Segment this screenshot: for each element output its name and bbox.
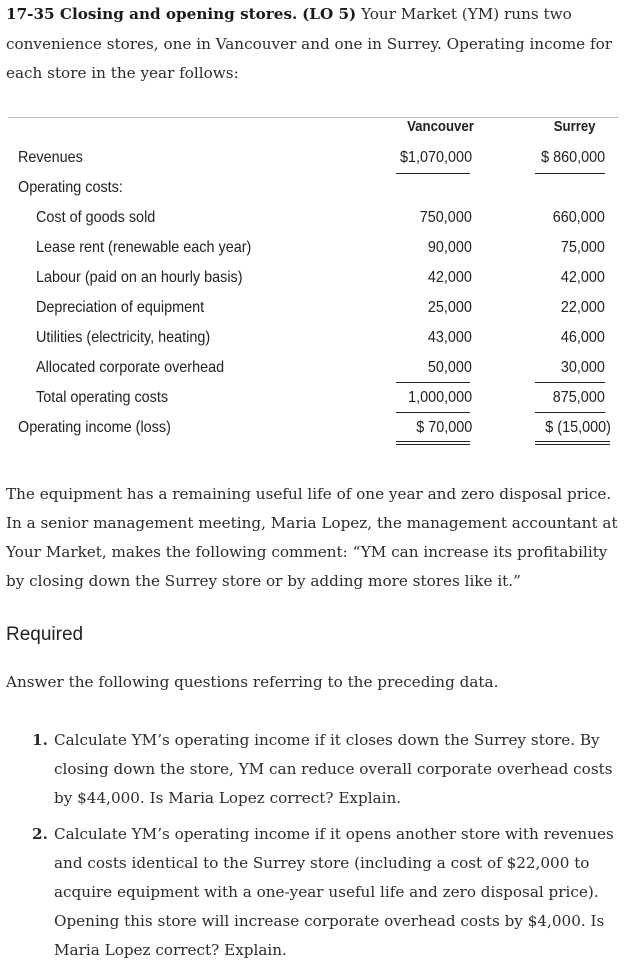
cost-value-vancouver: 750,000 [419, 209, 472, 226]
cost-row-label: Lease rent (renewable each year) [36, 239, 252, 256]
costs-underline-surrey [535, 382, 605, 383]
answer-instruction: Answer the following questions referring to the preceding data. [6, 673, 499, 691]
required-heading: Required [6, 624, 84, 645]
total-surrey: 875,000 [552, 389, 605, 406]
problem-intro [6, 0, 621, 89]
cost-row-label: Allocated corporate overhead [36, 359, 225, 376]
cost-value-vancouver: 42,000 [427, 269, 472, 286]
total-underline-surrey [535, 412, 605, 413]
problem-id: 17-35 Closing and opening stores. [6, 5, 298, 23]
costs-underline-vancouver [396, 382, 470, 383]
income-vancouver: $ 70,000 [415, 419, 472, 436]
question-item [32, 726, 617, 813]
column-header-vancouver: Vancouver [407, 118, 474, 135]
revenues-underline-surrey [535, 173, 605, 174]
question-item [32, 820, 617, 965]
column-header-surrey: Surrey [554, 118, 596, 135]
cost-value-surrey: 30,000 [560, 359, 605, 376]
cost-row-label: Cost of goods sold [36, 209, 156, 226]
scenario-paragraph: The equipment has a remaining useful life of one year and zero disposal price. In a senior management meeting, Maria Lopez, the management accountant at Your Market, makes the following comment: “YM can increase its profitability by closing down the Surrey store or by adding more stores like it.” [6, 485, 618, 590]
cost-value-surrey: 660,000 [552, 209, 605, 226]
revenues-vancouver: $1,070,000 [399, 149, 472, 166]
cost-value-vancouver: 25,000 [427, 299, 472, 316]
operating-income-table [0, 110, 627, 450]
revenues-surrey: $ 860,000 [540, 149, 605, 166]
total-underline-vancouver [396, 412, 470, 413]
question-text: Calculate YM’s operating income if it closes down the Surrey store. By closing down the store, YM can reduce overall corporate overhead costs by $44,000. Is Maria Lopez correct? Explain. [54, 731, 613, 807]
row-label-revenues: Revenues [18, 149, 83, 166]
question-text: Calculate YM’s operating income if it opens another store with revenues and costs identical to the Surrey store (including a cost of $22,000 to acquire equipment with a one-year useful life and zero disposal price). Opening this store will increase corporate overhead costs by $4,000. Is Maria Lopez correct? Explain. [54, 825, 614, 959]
cost-row-label: Utilities (electricity, heating) [36, 329, 211, 346]
revenues-underline-vancouver [396, 173, 470, 174]
operating-costs-label: Operating costs: [18, 179, 123, 196]
question-list [32, 726, 617, 972]
cost-value-surrey: 75,000 [560, 239, 605, 256]
cost-value-surrey: 42,000 [560, 269, 605, 286]
intro-text: Your Market (YM) runs two convenience stores, one in Vancouver and one in Surrey. Operating income for each store in the year follows: [6, 5, 612, 82]
cost-value-surrey: 46,000 [560, 329, 605, 346]
income-surrey: $ (15,000) [545, 419, 611, 436]
table-top-rule [8, 117, 619, 118]
row-label-operating-income: Operating income (loss) [18, 419, 171, 436]
cost-value-vancouver: 90,000 [427, 239, 472, 256]
cost-row-label: Labour (paid on an hourly basis) [36, 269, 243, 286]
cost-value-vancouver: 43,000 [427, 329, 472, 346]
income-double-underline-surrey [535, 441, 610, 445]
question-number: 1. [32, 731, 48, 749]
question-number: 2. [32, 825, 48, 843]
row-label-total-operating-costs: Total operating costs [36, 389, 169, 406]
cost-value-surrey: 22,000 [560, 299, 605, 316]
cost-value-vancouver: 50,000 [427, 359, 472, 376]
cost-row-label: Depreciation of equipment [36, 299, 205, 316]
income-double-underline-vancouver [396, 441, 470, 445]
learning-objective: (LO 5) [302, 5, 357, 23]
total-vancouver: 1,000,000 [407, 389, 472, 406]
